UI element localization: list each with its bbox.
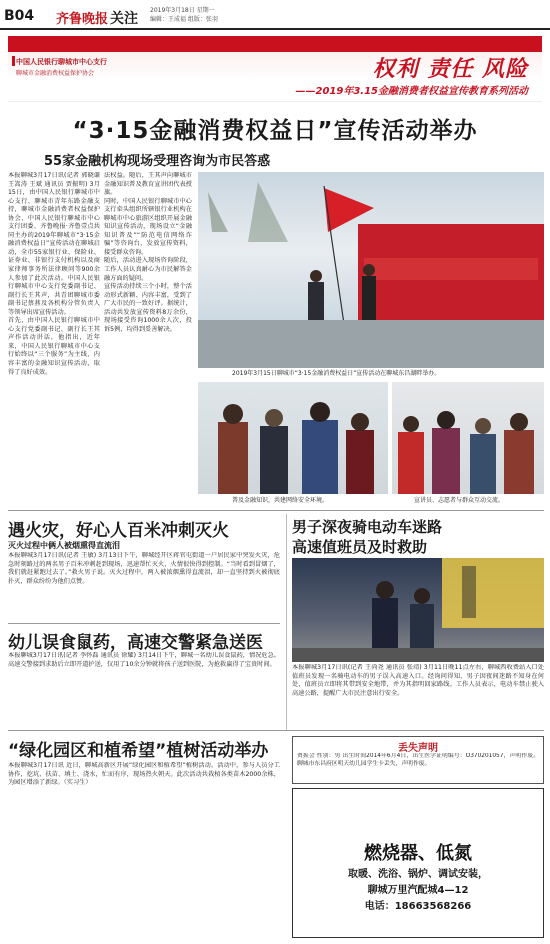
lost-notice-title: 丢失声明	[398, 743, 438, 754]
banner-subtitle: ——2019年3.15金融消费者权益宣传教育系列活动	[295, 86, 528, 97]
kid-story-text: 本报聊城3月17日讯(记者 李怀磊 通讯员 徐耀) 3月14日下午，聊城一名幼儿误食鼠药，情况危急。高速交警接到求助后立即开道护送，仅用了10余分钟就将孩子送到医院，为抢救赢得了宝贵时间。	[8, 652, 280, 668]
green-story-text: 本报聊城3月17日讯 近日，聊城高新区开展“绿化园区和植希望”植树活动。活动中，参与人员分工协作，挖坑、扶苗、填土、浇水，忙而有序，现场热火朝天。此次活动共栽植各类苗木2000余株，为园区增添了新绿。（实习生）	[8, 762, 280, 787]
stage-photo-graphic	[198, 172, 544, 368]
main-photo-caption: 2019年3月15日聊城市“3·15金融消费权益日”宣传活动在聊城东昌湖畔举办。	[232, 370, 441, 377]
crowd-photo-left	[198, 382, 388, 494]
ad-line-2: 取暖、洗浴、锅炉、调试安装，	[348, 869, 488, 880]
main-story-col1: 本报聊城3月17日讯(记者 郭晓谦 王嵩涛 王斌 通讯员 贾振明) 3月15日，由中国人民银行聊城市中心支行、聊城市青年东路金融支持，聊城市金融消费者权益保护协会、中国人民银行聊城市中心支行团委、齐鲁晚报·齐鲁壹点共同主办的2019年聊城市“3·15金融消费权益日”宣传活动在聊城启动，全市55家银行业、保险业、证券业、非银行支付机构以及商家律师事务所法律顾问等900余人参加了此次活动。中国人民银行聊城市中心支行党委副书记、副行长王其声，共青团聊城市委副书记蔡燕及各机构分管负责人等领导出席宣传活动。 首先，由中国人民银行聊城市中心支行党委副书记、副行长王其声作活动讲话，他指出，近年来，中国人民银行聊城市中心支行始终以“三个服务”为主线，内容丰富的金融知识宣传活动，取得了良好成效。	[8, 172, 100, 376]
fire-story-subhead: 灭火过程中俩人被烟熏得直流泪	[8, 541, 120, 550]
page-header	[0, 0, 550, 30]
main-subhead: 55家金融机构现场受理咨询为市民答惑	[44, 154, 271, 169]
courier-photo	[292, 558, 544, 662]
banner-org-2: 聊城市金融消费权益保护协会	[16, 70, 95, 77]
kid-story-headline: 幼儿误食鼠药，高速交警紧急送医	[8, 633, 263, 653]
divider-green	[8, 730, 544, 731]
courier-photo-graphic	[292, 558, 544, 662]
issue-meta	[150, 6, 260, 24]
main-headline: “3·15金融消费权益日”宣传活动举办	[72, 118, 478, 144]
newspaper-logo: 齐鲁晚报	[56, 12, 109, 27]
ad-line-1: 燃烧器、低氮	[364, 843, 472, 864]
courier-headline-2: 高速值班员及时救助	[292, 538, 428, 556]
lost-notice-text: 贾振会 性别：男 出生时间2014年6月4日，出生医学证明编号：O370201057，声明作废。聊城市东昌府区明天幼儿园学生卡丢失，声明作废。	[297, 753, 539, 767]
right-photo-caption: 宣讲员、志愿者与群众互动交流。	[414, 497, 505, 504]
page-number: B04	[4, 8, 35, 24]
issue-date: 2019年3月18日 星期一	[150, 7, 215, 14]
courier-story-text: 本报聊城3月17日讯(记者 王尚尧 通讯员 张靖) 3月11日晚11点左右，聊城西收费站入口处值班员发现一名骑电动车的男子误入高速入口。经询问得知，男子因夜间迷路不知身在何处，值班员立即将其带到安全地带，并为其指明回家路线。工作人员表示，电动车禁止驶入高速公路，提醒广大市民注意出行安全。	[292, 664, 544, 697]
lost-notice-box	[292, 736, 544, 784]
banner-slogan: 权利 责任 风险	[372, 56, 528, 82]
green-story-headline: “绿化园区和植希望”植树活动举办	[8, 741, 269, 761]
divider-kid	[8, 623, 280, 624]
ad-line-4: 电话：18663568266	[364, 901, 472, 912]
left-photo-caption: 普及金融知识，共建网络安全环境。	[232, 497, 329, 504]
column-divider	[286, 514, 287, 730]
fire-story-text: 本报聊城3月17日讯(记者 王敏) 3月13日下午，聊城经开区蒋官屯街道一户居民家中突发火灾，危急时刻路过的两名男子百米冲刺赶到现场，迅速帮忙灭火，火情很快得到控制。“当时看到冒烟了，我们就赶紧跑过去了。”救火男子说。灭火过程中，两人被浓烟熏得直流泪，却一直坚持到火被彻底扑灭，群众纷纷为他们点赞。	[8, 552, 280, 585]
courier-headline-1: 男子深夜骑电动车迷路	[292, 518, 443, 536]
bank-logo-icon	[12, 56, 15, 66]
burner-ad-box	[292, 788, 544, 938]
crowd-photo-right	[392, 382, 544, 494]
section-name: 关注	[110, 11, 138, 27]
issue-editors: 编辑：王成福 组版：张羽	[150, 16, 218, 23]
banner-org-1: 中国人民银行聊城市中心支行	[16, 58, 107, 66]
main-photo	[198, 172, 544, 368]
crowd-left-graphic	[198, 382, 388, 494]
crowd-right-graphic	[392, 382, 544, 494]
campaign-banner	[8, 36, 542, 102]
ad-line-3: 聊城万里汽配城4—12	[367, 885, 469, 896]
banner-strip	[8, 36, 542, 52]
fire-story-headline: 遇火灾，好心人百米冲刺灭火	[8, 521, 229, 541]
section-divider	[8, 510, 544, 511]
main-story-col2: 法权益。随后，王其声向聊城市金融知识普及教育宣讲团代表授旗。 同时，中国人民银行聊城市中心支行牵头组织所辖银行业机构在聊城市中心旅游区组织开展金融知识宣传活动，现场设立“金融知识普及”“防范电信网络诈骗”等咨询台，发放宣传资料，接受群众咨询。 随后，活动进入现场咨询阶段，工作人员认真耐心为市民解答金融方面的疑问。 宣传活动持续三个小时，整个活动形式新颖、内容丰富，受到了广大市民的一致好评。据统计，活动共发放宣传资料8万余份，现场接受咨询1000余人次，投诉5例，均得到妥善解决。	[104, 172, 192, 333]
